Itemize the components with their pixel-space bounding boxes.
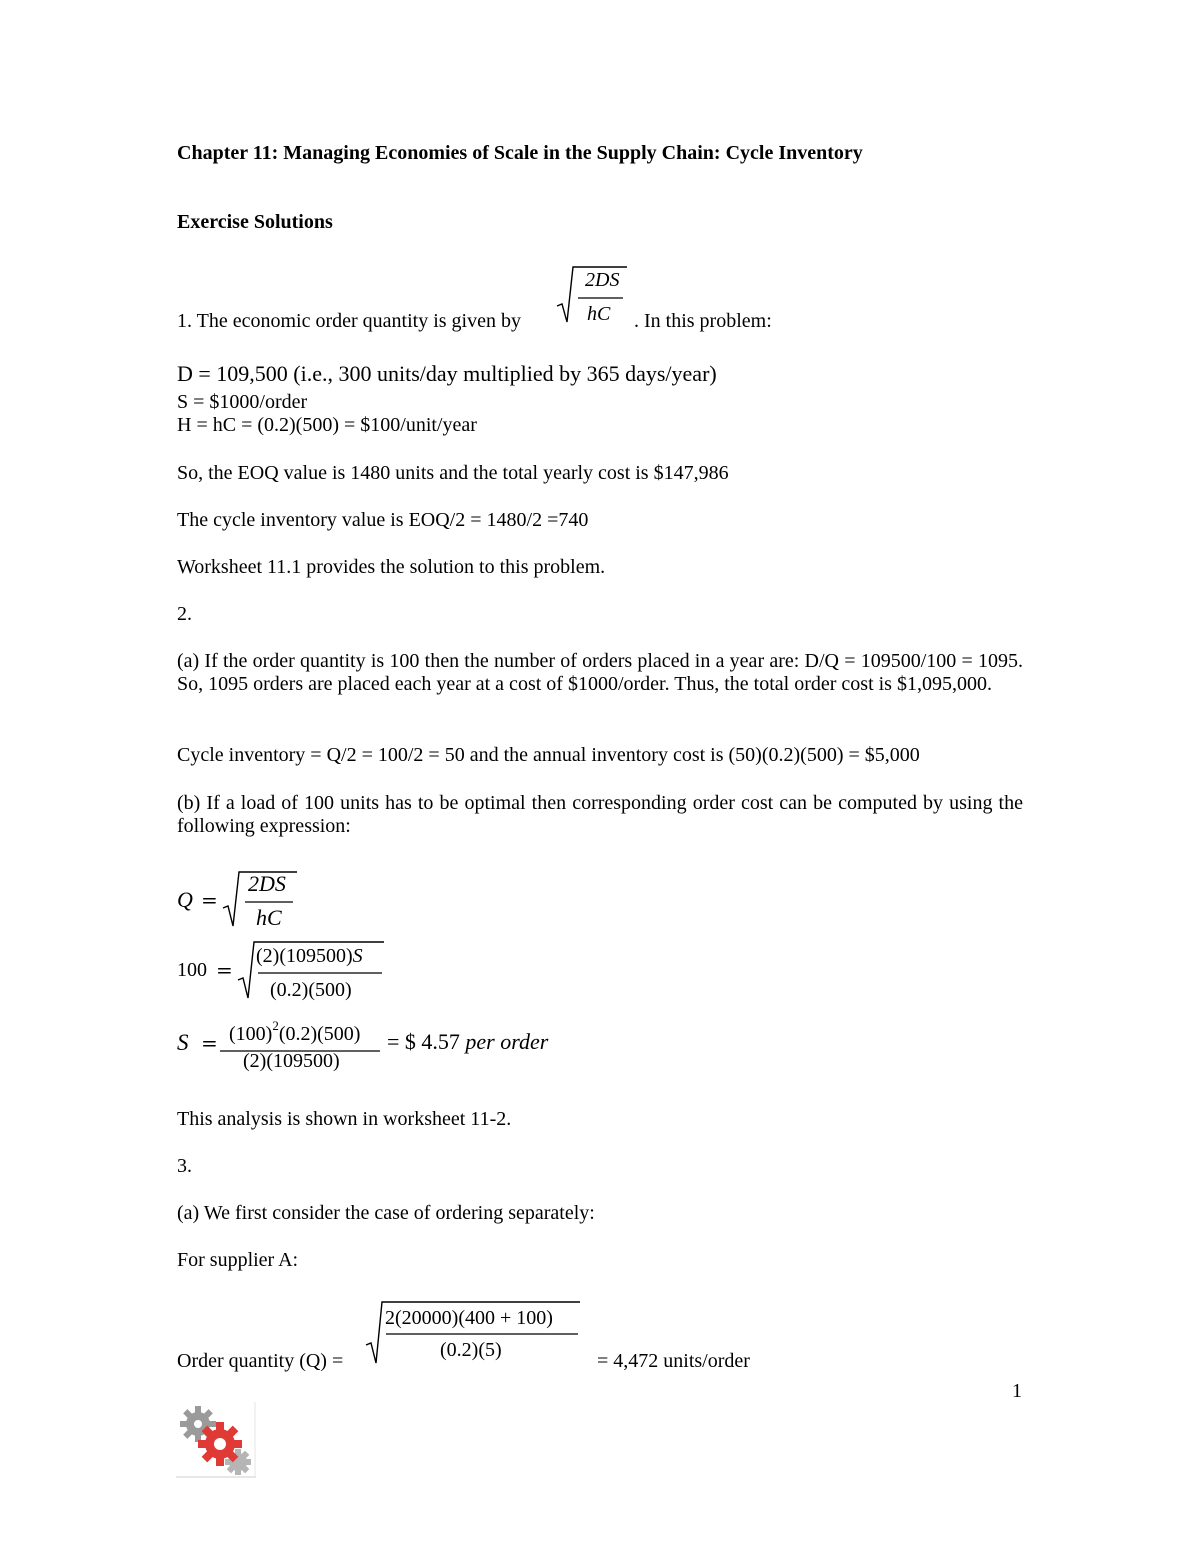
eoq-denominator: hC <box>587 303 611 325</box>
eq3-result-unit: per order <box>465 1029 549 1054</box>
eoq-numerator: 2DS <box>585 269 620 291</box>
page-title: Chapter 11: Managing Economies of Scale in the Supply Chain: Cycle Inventory <box>177 142 863 164</box>
p3-order-quantity-label: Order quantity (Q) = <box>177 1350 344 1372</box>
p2-cycle-inventory: Cycle inventory = Q/2 = 100/2 = 50 and the annual inventory cost is (50)(0.2)(500) = $5,000 <box>177 744 920 766</box>
p2-analysis-note: This analysis is shown in worksheet 11-2. <box>177 1108 512 1130</box>
p1-holding-cost-line: H = hC = (0.2)(500) = $100/unit/year <box>177 414 477 436</box>
p1-demand-line: D = 109,500 (i.e., 300 units/day multiplied by 365 days/year) <box>177 361 717 386</box>
section-subtitle: Exercise Solutions <box>177 211 333 233</box>
eq1-equals: = <box>201 888 218 912</box>
eq1-numerator: 2DS <box>248 871 286 896</box>
eq2-lhs: 100 <box>177 959 207 981</box>
eq2-equals: = <box>216 958 233 982</box>
eq2-denominator: (0.2)(500) <box>270 979 352 1001</box>
eq2-numerator-value: (2)(109500) <box>256 945 353 967</box>
eq2-numerator <box>256 944 363 968</box>
eq3-numerator-rest: (0.2)(500) <box>278 1023 361 1045</box>
eq3-result-value: = $ 4.57 <box>387 1029 460 1054</box>
gears-logo-icon <box>176 1402 256 1478</box>
page-number: 1 <box>1012 1380 1022 1402</box>
eq3-numerator-exponent: 2 <box>272 1018 279 1033</box>
p3-part-a: (a) We first consider the case of ordering separately: <box>177 1202 595 1224</box>
p3-numerator: 2(20000)(400 + 100) <box>385 1307 553 1329</box>
eq1-lhs: Q <box>177 887 193 912</box>
p1-intro: 1. The economic order quantity is given by <box>177 310 521 332</box>
p1-setup-cost-line: S = $1000/order <box>177 391 308 413</box>
eq3-lhs: S <box>177 1030 189 1055</box>
eq3-equals: = <box>201 1031 218 1055</box>
p1-cycle-inventory: The cycle inventory value is EOQ/2 = 1480/2 =740 <box>177 509 589 531</box>
p2-part-a: (a) If the order quantity is 100 then the number of orders placed in a year are: D/Q = 109500/100 = 1095. So, 1095 orders are placed each year at a cost of $1000/order. Thus, the total order cost is $1,095,000. <box>177 650 1023 695</box>
eq2-numerator-variable: S <box>352 945 363 967</box>
p2-number: 2. <box>177 603 192 625</box>
p2-part-b: (b) If a load of 100 units has to be optimal then corresponding order cost can be computed by using the following expression: <box>177 792 1023 837</box>
eq3-result <box>387 1030 548 1054</box>
p1-worksheet-note: Worksheet 11.1 provides the solution to this problem. <box>177 556 606 578</box>
p3-denominator: (0.2)(5) <box>440 1339 502 1361</box>
eq3-denominator: (2)(109500) <box>243 1050 340 1072</box>
eq3-numerator-base: (100) <box>229 1023 273 1045</box>
eq1-denominator: hC <box>256 905 282 930</box>
p1-intro-tail: . In this problem: <box>634 310 772 332</box>
p3-order-quantity-result: = 4,472 units/order <box>597 1350 750 1372</box>
p3-supplier-a: For supplier A: <box>177 1249 299 1271</box>
p3-number: 3. <box>177 1155 192 1177</box>
p1-eoq-result: So, the EOQ value is 1480 units and the total yearly cost is $147,986 <box>177 462 729 484</box>
